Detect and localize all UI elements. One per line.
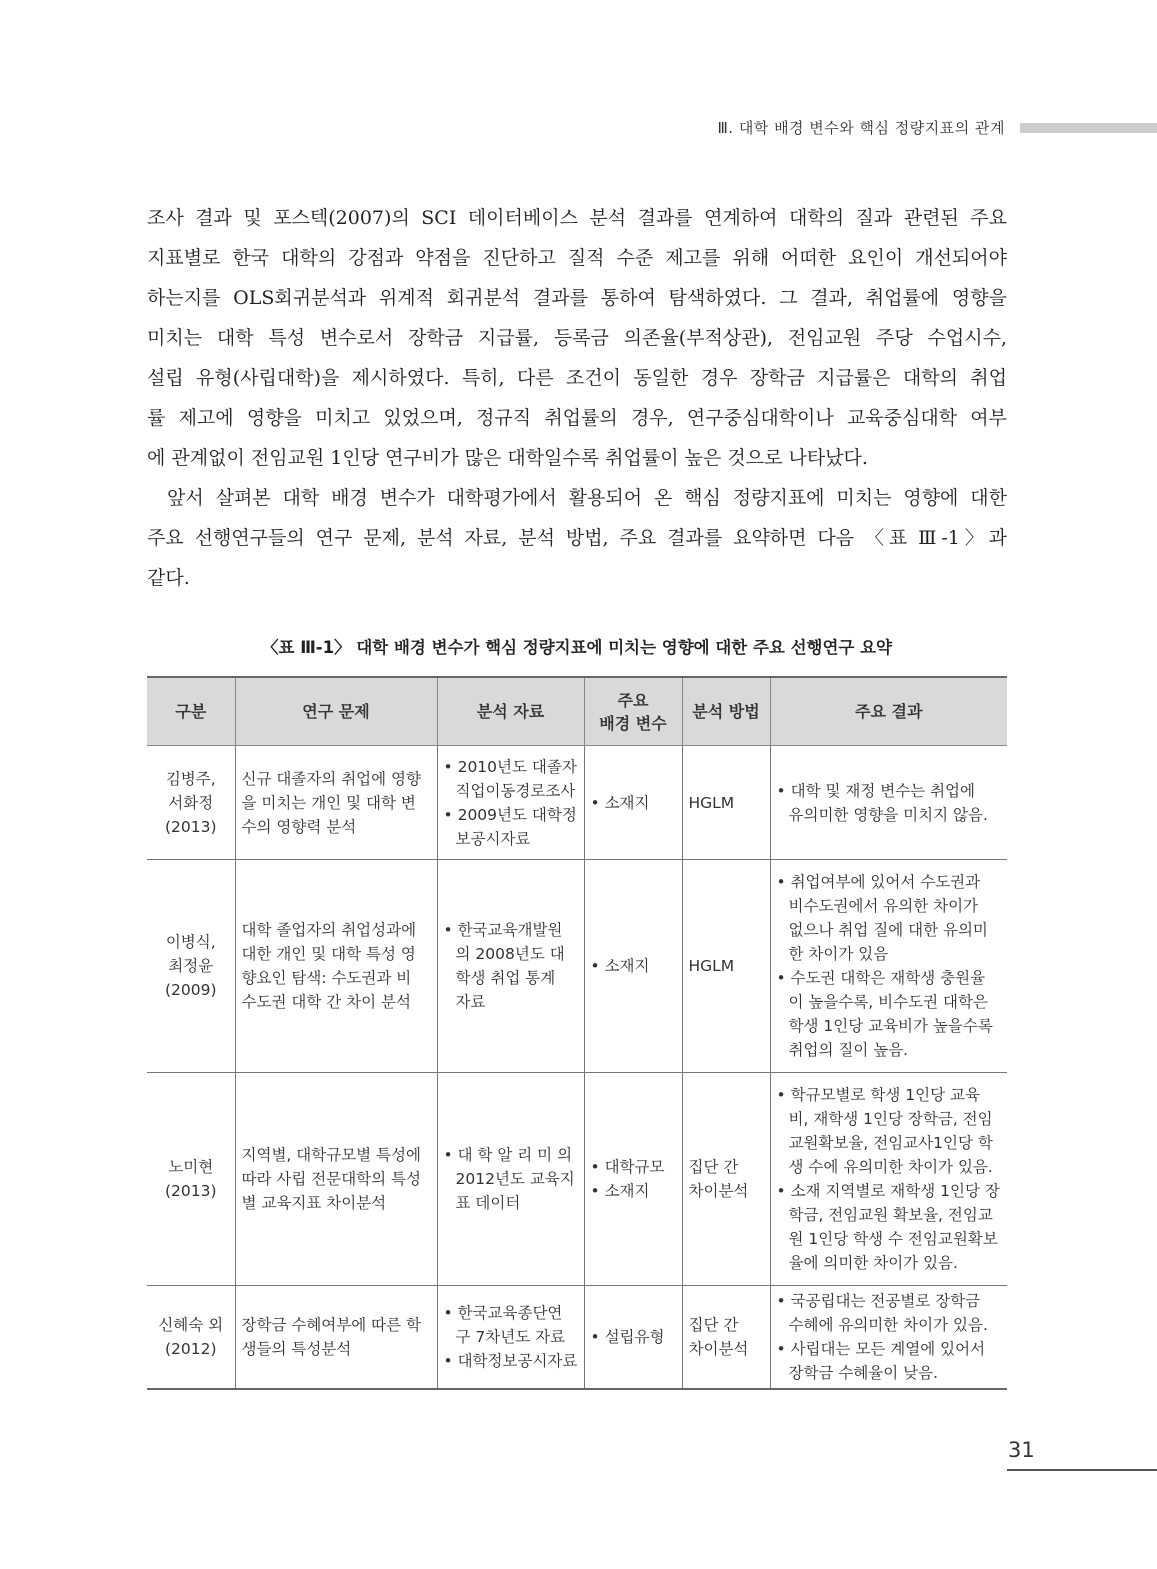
cell-line: (2013) (164, 817, 217, 836)
cell-line: 장학금 수혜여부에 따른 학 (241, 1315, 421, 1334)
bullet-icon: • (443, 1351, 458, 1370)
bullet-item (444, 803, 578, 851)
table-cell (147, 860, 235, 1073)
table-cell (770, 1286, 1007, 1389)
summary-table (147, 676, 1007, 1390)
table-cell (235, 1073, 437, 1286)
bullet-item (444, 918, 578, 1014)
bullet-icon: • (776, 1182, 791, 1200)
bullet-icon: • (590, 1158, 605, 1176)
bullet-item (591, 1155, 676, 1179)
bullet-text: 2010년도 대졸자 (457, 757, 577, 776)
bullet-item (777, 870, 1002, 966)
column-header-line: 분석 방법 (692, 702, 760, 721)
bullet-icon: • (776, 969, 791, 987)
table-row (147, 1073, 1007, 1286)
bullet-text: 율에 의미한 차이가 있음. (788, 1254, 958, 1272)
cell-line: (2012) (164, 1339, 217, 1358)
cell-line: 지역별, 대학규모별 특성에 (241, 1146, 421, 1164)
bullet-text: 표 데이터 (455, 1194, 521, 1212)
bullet-text: 수혜에 유의미한 차이가 있음. (788, 1315, 988, 1334)
cell-line: 신규 대졸자의 취업에 영향 (241, 769, 421, 788)
bullet-item (777, 1179, 1002, 1275)
body-line: 에 관계없이 전임교원 1인당 연구비가 많은 대학일수록 취업률이 높은 것으로 나타났다. (147, 447, 868, 469)
table-row (147, 746, 1007, 860)
table-cell (437, 860, 584, 1073)
body-line: 미치는 대학 특성 변수로서 장학금 지급률, 등록금 의존율(부적상관), 전임교원 주당 수업시수, (147, 327, 1007, 349)
body-line: 조사 결과 및 포스텍(2007)의 SCI 데이터베이스 분석 결과를 연계하여 대학의 질과 관련된 주요 (147, 207, 1007, 229)
body-line: 같다. (147, 567, 190, 589)
column-header-line: 주요 (617, 690, 649, 710)
bullet-text: 직업이동경로조사 (455, 781, 576, 800)
bullet-icon: • (590, 957, 605, 975)
bullet-text: 2012년도 교육지 (455, 1170, 575, 1188)
cell-line: 집단 간 (688, 1315, 739, 1334)
table-header-row (147, 677, 1007, 746)
table-row (147, 860, 1007, 1073)
table-cell (437, 746, 584, 860)
cell-line: 신혜숙 외 (158, 1315, 224, 1334)
table-cell (235, 746, 437, 860)
bullet-text: 학금, 전임교원 확보율, 전임교 (788, 1206, 993, 1224)
bullet-text: 소재지 (604, 1182, 650, 1200)
bullet-icon: • (443, 757, 458, 776)
bullet-icon: • (590, 1182, 605, 1200)
bullet-icon: • (776, 1291, 791, 1310)
body-line: 하는지를 OLS회귀분석과 위계적 회귀분석 결과를 통하여 탐색하였다. 그 결과, 취업률에 영향을 (147, 287, 1007, 309)
bullet-text: 사립대는 모든 계열에 있어서 (790, 1339, 986, 1358)
bullet-item (444, 1143, 578, 1215)
table-cell (147, 746, 235, 860)
cell-line: 집단 간 (688, 1158, 739, 1176)
table-cell (682, 746, 770, 860)
bullet-text: 대학규모 (604, 1158, 665, 1176)
bullet-item (777, 1337, 1002, 1385)
bullet-text: 없으나 취업 질에 대한 유의미 (788, 921, 988, 939)
cell-line: HGLM (688, 957, 735, 975)
table-cell (235, 1286, 437, 1389)
cell-line: 향요인 탐색: 수도권과 비 (241, 969, 412, 987)
cell-line: 수도권 대학 간 차이 분석 (241, 993, 411, 1011)
bullet-item (591, 1325, 676, 1349)
column-header-line: 배경 변수 (599, 713, 667, 733)
bullet-icon: • (776, 1339, 791, 1358)
page-number: 31 (1008, 1438, 1035, 1462)
table-cell (147, 1286, 235, 1389)
table-cell (770, 1073, 1007, 1286)
bullet-text: 의 2008년도 대 (455, 945, 565, 963)
bullet-text: 장학금 수혜율이 낮음. (788, 1363, 939, 1382)
footer-rule (1007, 1469, 1157, 1471)
column-header-line: 구분 (175, 702, 207, 721)
cell-line: HGLM (688, 793, 735, 812)
bullet-item (777, 1289, 1002, 1337)
table-cell (584, 860, 682, 1073)
bullet-item (591, 954, 676, 978)
bullet-item (777, 779, 1002, 827)
bullet-item (444, 1301, 578, 1349)
bullet-text: 소재 지역별로 재학생 1인당 장 (790, 1182, 1000, 1200)
cell-line: 차이분석 (688, 1182, 749, 1200)
body-line: 률 제고에 영향을 미치고 있었으며, 정규직 취업률의 경우, 연구중심대학이나 교육중심대학 여부 (147, 407, 1007, 429)
body-line: 앞서 살펴본 대학 배경 변수가 대학평가에서 활용되어 온 핵심 정량지표에 미치는 영향에 대한 (167, 487, 1007, 509)
bullet-text: 한국교육개발원 (457, 921, 563, 939)
table-cell (682, 860, 770, 1073)
table-cell (437, 1073, 584, 1286)
bullet-text: 학규모별로 학생 1인당 교육 (790, 1086, 980, 1104)
table-cell (584, 746, 682, 860)
table-cell (770, 746, 1007, 860)
cell-line: 대한 개인 및 대학 특성 영 (241, 945, 416, 963)
header-decoration-bar (1020, 123, 1157, 133)
column-header (682, 677, 770, 746)
column-header (770, 677, 1007, 746)
bullet-text: 한 차이가 있음 (788, 945, 889, 963)
body-line: 주요 선행연구들의 연구 문제, 분석 자료, 분석 방법, 주요 결과를 요약하면 다음 〈표 Ⅲ-1〉과 (147, 527, 1007, 549)
bullet-text: 학생 취업 통계 (455, 969, 556, 987)
cell-line: 대학 졸업자의 취업성과에 (241, 921, 417, 939)
bullet-text: 대학 및 재정 변수는 취업에 (790, 781, 975, 800)
table-cell (235, 860, 437, 1073)
bullet-text: 유의미한 영향을 미치지 않음. (788, 805, 988, 824)
column-header (437, 677, 584, 746)
bullet-text: 교원확보율, 전임교사1인당 학 (788, 1134, 993, 1152)
bullet-icon: • (443, 921, 458, 939)
bullet-icon: • (443, 1303, 458, 1322)
cell-line: 노미현 (168, 1158, 214, 1176)
table-cell (437, 1286, 584, 1389)
bullet-icon: • (776, 873, 791, 891)
bullet-item (777, 1083, 1002, 1179)
column-header-line: 분석 자료 (476, 702, 545, 721)
table-cell (770, 860, 1007, 1073)
body-text (147, 198, 1007, 598)
bullet-item (591, 791, 676, 815)
bullet-item (591, 1179, 676, 1203)
bullet-icon: • (590, 793, 605, 812)
bullet-text: 보공시자료 (455, 829, 531, 848)
bullet-text: 소재지 (604, 793, 650, 812)
column-header-line: 주요 결과 (855, 702, 923, 721)
table-caption: 〈표 Ⅲ-1〉 대학 배경 변수가 핵심 정량지표에 미치는 영향에 대한 주요 선행연구 요약 (262, 638, 892, 657)
bullet-item (444, 1349, 578, 1373)
bullet-icon: • (776, 781, 791, 800)
column-header-line: 연구 문제 (302, 702, 370, 721)
cell-line: 수의 영향력 분석 (241, 817, 357, 836)
cell-line: (2009) (164, 981, 217, 999)
bullet-text: 이 높을수록, 비수도권 대학은 (788, 993, 988, 1011)
bullet-text: 비수도권에서 유의한 차이가 (788, 897, 979, 915)
column-header (584, 677, 682, 746)
cell-line: (2013) (164, 1182, 217, 1200)
body-line: 설립 유형(사립대학)을 제시하였다. 특히, 다른 조건이 동일한 경우 장학금 지급률은 대학의 취업 (147, 367, 1007, 389)
bullet-text: 자료 (455, 993, 486, 1011)
bullet-icon: • (443, 805, 458, 824)
bullet-text: 국공립대는 전공별로 장학금 (790, 1291, 981, 1310)
running-header: Ⅲ. 대학 배경 변수와 핵심 정량지표의 관계 (717, 119, 1005, 137)
cell-line: 을 미치는 개인 및 대학 변 (241, 793, 416, 812)
cell-line: 김병주, (165, 769, 216, 788)
bullet-text: 비, 재학생 1인당 장학금, 전임 (788, 1110, 993, 1128)
cell-line: 차이분석 (688, 1339, 749, 1358)
column-header (147, 677, 235, 746)
bullet-text: 취업여부에 있어서 수도권과 (790, 873, 981, 891)
bullet-text: 설립유형 (604, 1327, 665, 1346)
bullet-text: 대학정보공시자료 (457, 1351, 578, 1370)
bullet-text: 생 수에 유의미한 차이가 있음. (788, 1158, 993, 1176)
bullet-text: 학생 1인당 교육비가 높을수록 (788, 1017, 993, 1035)
cell-line: 최정윤 (168, 957, 214, 975)
cell-line: 생들의 특성분석 (241, 1339, 352, 1358)
bullet-icon: • (776, 1086, 791, 1104)
table-cell (584, 1073, 682, 1286)
table-row (147, 1286, 1007, 1389)
bullet-item (444, 755, 578, 803)
table-cell (147, 1073, 235, 1286)
table-cell (584, 1286, 682, 1389)
cell-line: 따라 사립 전문대학의 특성 (241, 1170, 421, 1188)
column-header (235, 677, 437, 746)
body-line: 지표별로 한국 대학의 강점과 약점을 진단하고 질적 수준 제고를 위해 어떠한 요인이 개선되어야 (147, 247, 1007, 269)
bullet-text: 취업의 질이 높음. (788, 1041, 909, 1059)
cell-line: 이병식, (165, 933, 216, 951)
bullet-text: 구 7차년도 자료 (455, 1327, 566, 1346)
bullet-text: 원 1인당 학생 수 전임교원확보 (788, 1230, 998, 1248)
bullet-item (777, 966, 1002, 1062)
bullet-icon: • (443, 1146, 458, 1164)
bullet-text: 2009년도 대학정 (457, 805, 577, 824)
bullet-text: 대 학 알 리 미 의 (457, 1146, 573, 1164)
bullet-text: 수도권 대학은 재학생 충원율 (790, 969, 986, 987)
cell-line: 별 교육지표 차이분석 (241, 1194, 387, 1212)
bullet-icon: • (590, 1327, 605, 1346)
bullet-text: 한국교육종단연 (457, 1303, 563, 1322)
bullet-text: 소재지 (604, 957, 650, 975)
table-cell (682, 1073, 770, 1286)
cell-line: 서화정 (168, 793, 214, 812)
table-cell (682, 1286, 770, 1389)
